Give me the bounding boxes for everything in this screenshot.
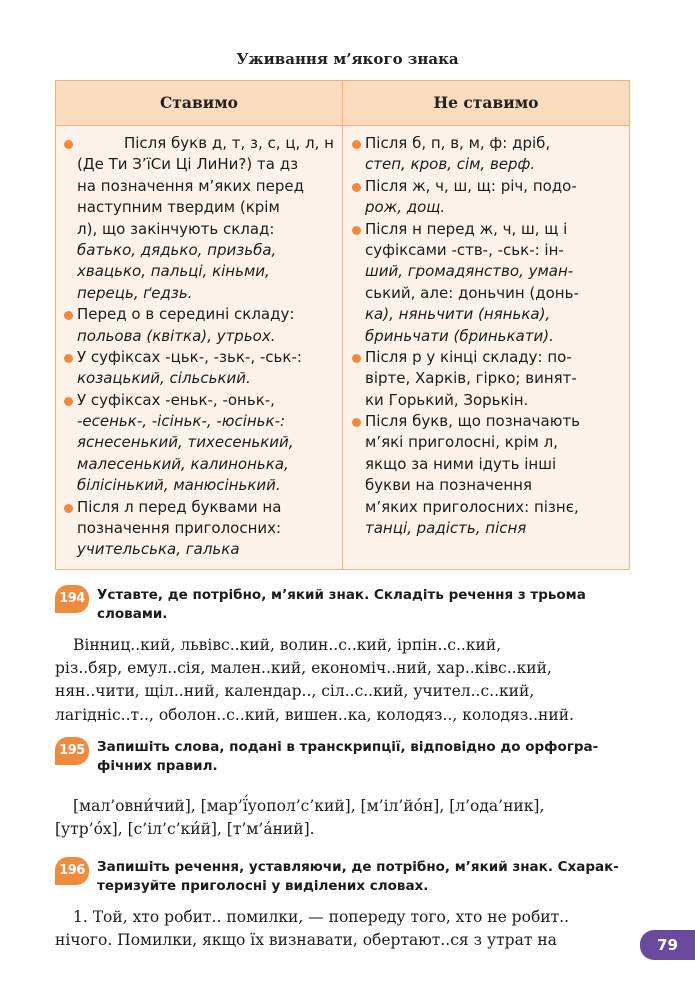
task-instruction [97,858,637,896]
exercise-195 [55,795,632,841]
exercise-line: [утр’о́х], [с’іл’с’ки́й], [т’м’а́ний]. [55,820,315,839]
line-text: степ, кров, сім, верф. [365,155,536,174]
table-line [64,176,334,197]
table-line [352,368,622,389]
table-line [352,197,622,218]
instruction-line: фічних правил. [97,758,218,774]
bullet-icon [352,140,361,149]
instruction-line: Запишіть слова, подані в транскрипції, відповідно до орфогра- [97,739,599,755]
column-put [64,133,334,561]
table-line [352,390,622,411]
table-divider [342,81,343,569]
table-line [64,411,334,432]
bullet-icon [64,504,73,513]
line-text: букви на позначення [365,476,532,495]
line-text: ка), няньчити (нянька), [365,305,551,324]
line-text: перець, ґедзь. [77,283,193,302]
line-text: Після р у кінці складу: по- [365,347,572,366]
table-line [352,518,622,539]
table-line [64,304,334,325]
line-text: батько, дядько, призьба, [77,240,277,259]
line-text: Після л перед буквами на [77,497,282,516]
task-number-badge: 195 [55,737,89,765]
table-line [64,283,334,304]
line-text: (Де Ти З’їСи Ці ЛиНи?) та дз [77,155,299,174]
line-text: л), що закінчують склад: [77,219,275,238]
line-text: козацький, сільський. [77,369,251,388]
table-line [352,497,622,518]
line-text: Після ж, ч, ш, щ: річ, подо- [365,176,577,195]
line-text: наступним твердим (крім [77,198,280,217]
line-text: вірте, Харків, гірко; винят- [365,369,577,388]
task-number-badge: 194 [55,585,89,613]
table-line [64,133,334,154]
line-text: ки Горький, Зорькін. [365,390,529,409]
line-text: малесенький, калинонька, [77,454,289,473]
table-line [352,133,622,154]
table-line [352,304,622,325]
header-put: Ставимо [159,93,239,112]
line-text: м’яких приголосних: пізнє, [365,497,579,516]
table-line [64,240,334,261]
line-text: ший, громадянство, уман- [365,262,574,281]
page-number: 79 [640,930,695,960]
table-line [64,261,334,282]
exercise-194 [55,634,632,727]
table-line [352,219,622,240]
exercise-line: різ..бяр, емул..сія, мален..кий, економіч..ний, хар..ківс..кий, [55,659,552,678]
table-line [352,240,622,261]
line-text: У суфіксах -еньк-, -оньк-, [77,390,275,409]
page-title: Уживання м’якого знака [236,50,459,68]
exercise-line: 1. Той, хто робит.. помилки, — попереду того, хто не робит.. [73,908,570,926]
line-text: польова (квітка), утрьох. [77,326,276,345]
exercise-line: [мал’овни́чий], [мар’ї́уопол’с’кий], [м’іл’йо́н], [л’одa’ник], [73,797,545,815]
table-line [64,432,334,453]
bullet-icon [64,140,73,149]
table-line [352,176,622,197]
line-text: Після н перед ж, ч, ш, щ і [365,219,568,238]
task-instruction [97,738,637,776]
table-line [64,454,334,475]
instruction-line: Уставте, де потрібно, м’який знак. Складіть речення з трьома [97,587,586,603]
table-line [352,475,622,496]
bullet-icon [64,397,73,406]
line-text: ський, але: доньчин (донь- [365,283,579,302]
line-text: м’які приголосні, крім л, [365,433,558,452]
line-text: Після букв, що позначають [365,412,580,431]
table-line [64,475,334,496]
table-line [352,347,622,368]
table-line [352,454,622,475]
rules-table [55,80,630,570]
table-line [64,518,334,539]
table-line [64,347,334,368]
line-text: Після букв д, т, з, с, ц, л, н [123,134,334,152]
table-line [352,326,622,347]
bullet-icon [352,418,361,427]
exercise-line: нічого. Помилки, якщо їх визнавати, обертают..ся з утрат на [55,931,557,950]
table-line [64,368,334,389]
exercise-line: нян..чити, щіл..ний, календар.., сіл..с..кий, учител..с..кий, [55,682,535,701]
bullet-icon [352,226,361,235]
instruction-line: Запишіть речення, уставляючи, де потрібно, м’який знак. Схарак- [97,859,619,875]
exercise-line: Вінниц..кий, львівс..кий, волин..с..кий, ірпін..с..кий, [73,636,502,654]
line-text: -есеньк-, -ісіньк-, -юсіньк-: [77,412,286,431]
line-text: Після б, п, в, м, ф: дріб, [365,134,551,152]
bullet-icon [64,311,73,320]
table-line [352,432,622,453]
task-number-badge: 196 [55,857,89,885]
table-line [352,283,622,304]
table-line [352,261,622,282]
column-not-put [352,133,622,539]
line-text: суфіксами -ств-, -ськ-: ін- [365,240,564,259]
instruction-line: теризуйте приголосні у виділених словах. [97,878,429,894]
table-line [352,411,622,432]
line-text: білісінький, манюсінький. [77,476,281,495]
line-text: танці, радість, пісня [365,519,527,538]
bullet-icon [352,354,361,363]
line-text: на позначення м’яких перед [77,176,304,195]
table-line [64,219,334,240]
table-line [352,154,622,175]
line-text: позначення приголосних: [77,519,282,538]
line-text: якщо за ними ідуть інші [365,454,557,473]
line-text: У суфіксах -цьк-, -зьк-, -ськ-: [77,347,302,366]
line-text: бриньчати (бринькати). [365,326,554,345]
bullet-icon [64,354,73,363]
line-text: рож, дощ. [365,198,446,217]
table-line [64,154,334,175]
instruction-line: словами. [97,606,168,622]
bullet-icon [352,183,361,192]
table-line [64,326,334,347]
exercise-196 [55,906,632,952]
table-line [64,539,334,560]
table-line [64,197,334,218]
header-not-put: Не ставимо [433,93,539,112]
line-text: яснесенький, тихесенький, [77,433,294,452]
line-text: хвацько, пальці, кіньми, [77,262,270,281]
line-text: Перед о в середині складу: [77,305,295,324]
exercise-line: лагідніс..т.., оболон..с..кий, вишен..ка, колодяз.., колодяз..ний. [55,705,574,724]
table-line [64,390,334,411]
line-text: учительська, галька [77,540,240,559]
task-instruction [97,586,637,624]
table-line [64,497,334,518]
